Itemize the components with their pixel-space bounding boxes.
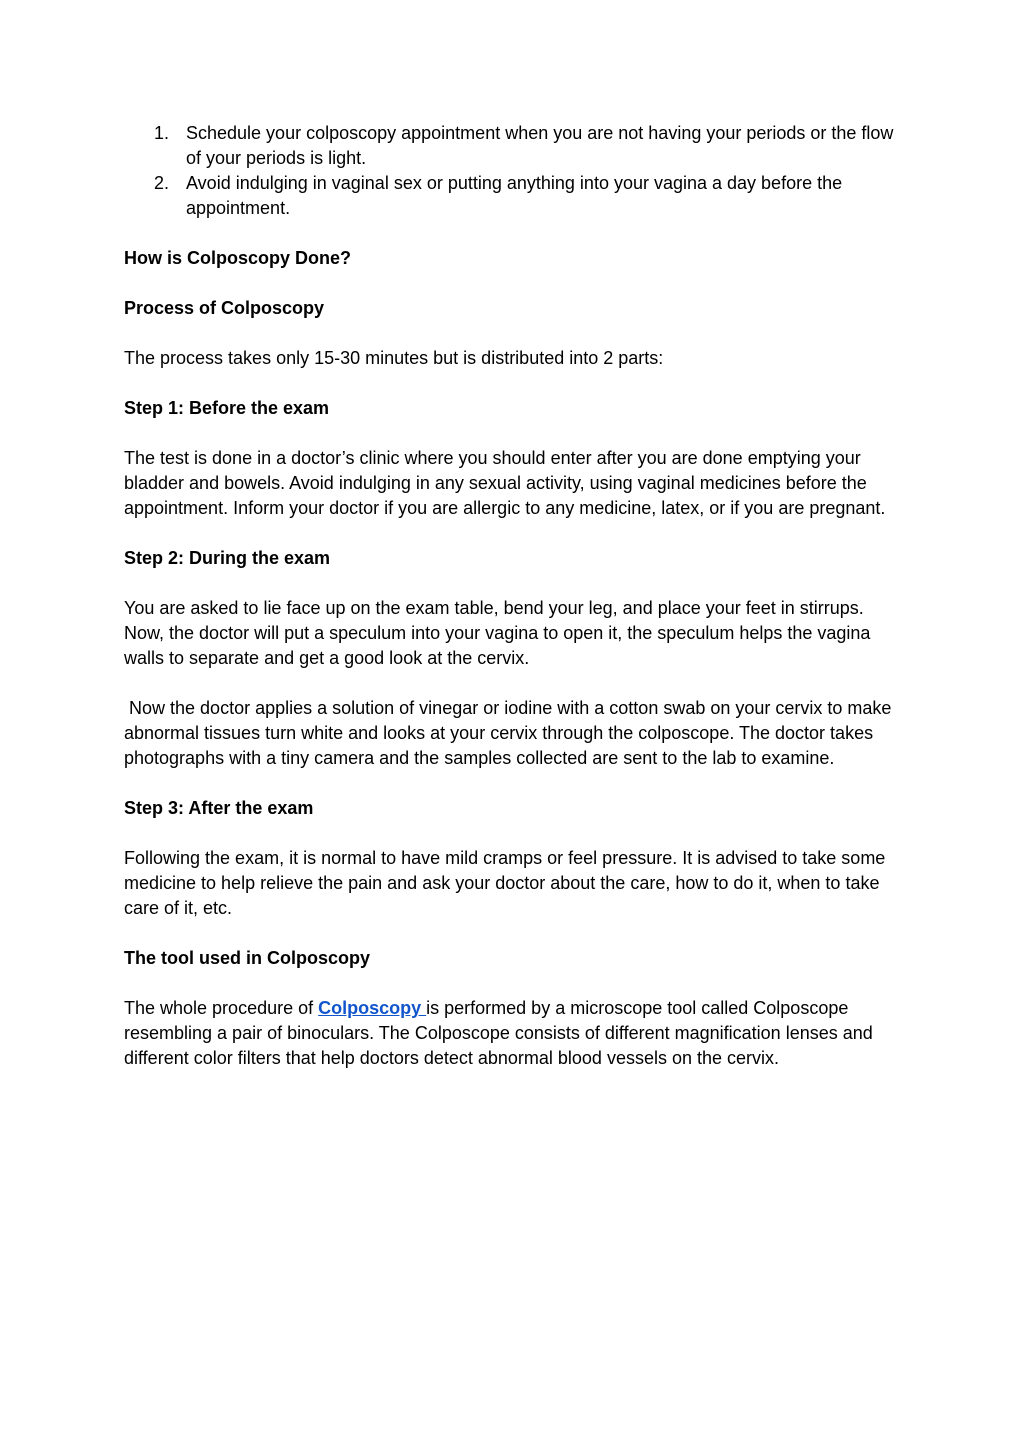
- heading-step-3: Step 3: After the exam: [124, 798, 314, 818]
- list-item: [124, 121, 904, 171]
- heading-how-done: How is Colposcopy Done?: [124, 248, 352, 268]
- tool-text-after: is performed by a microscope tool called Colposcope resembling a pair of binoculars. The Colposcope consists of different magnification lenses and different color filters that help doctors detect abnormal blood vessels on the cervix.: [124, 998, 873, 1068]
- list-number: 1.: [154, 123, 170, 143]
- paragraph-step-2-b: Now the doctor applies a solution of vinegar or iodine with a cotton swab on your cervix to make abnormal tissues turn white and looks at your cervix through the colposcope. The doctor takes photographs with a tiny camera and the samples collected are sent to the lab to examine.: [124, 698, 897, 768]
- list-item-text: Schedule your colposcopy appointment when you are not having your periods or the flow of your periods is light.: [186, 123, 894, 168]
- tool-text-before: The whole procedure of: [124, 998, 319, 1018]
- heading-step-2: Step 2: During the exam: [124, 548, 331, 568]
- paragraph-step-2-a: You are asked to lie face up on the exam table, bend your leg, and place your feet in stirrups. Now, the doctor will put a speculum into your vagina to open it, the speculum helps the vagina walls to separate and get a good look at the cervix.: [124, 598, 871, 668]
- list-item-text: Avoid indulging in vaginal sex or putting anything into your vagina a day before the appointment.: [186, 173, 843, 218]
- paragraph-tool: [124, 996, 904, 1071]
- heading-tool: The tool used in Colposcopy: [124, 948, 371, 968]
- paragraph-step-3: Following the exam, it is normal to have mild cramps or feel pressure. It is advised to take some medicine to help relieve the pain and ask your doctor about the care, how to do it, when to take care of it, etc.: [124, 848, 886, 918]
- document-page: [124, 121, 904, 1071]
- paragraph-process-intro: The process takes only 15-30 minutes but is distributed into 2 parts:: [124, 348, 664, 368]
- paragraph-step-1: The test is done in a doctor’s clinic where you should enter after you are done emptying your bladder and bowels. Avoid indulging in any sexual activity, using vaginal medicines before the appointment. Inform your doctor if you are allergic to any medicine, latex, or if you are pregnant.: [124, 448, 886, 518]
- colposcopy-link[interactable]: Colposcopy: [318, 998, 427, 1018]
- heading-step-1: Step 1: Before the exam: [124, 398, 330, 418]
- preparation-list: [124, 121, 904, 221]
- list-item: [124, 171, 904, 221]
- heading-process: Process of Colposcopy: [124, 298, 325, 318]
- list-number: 2.: [154, 173, 170, 193]
